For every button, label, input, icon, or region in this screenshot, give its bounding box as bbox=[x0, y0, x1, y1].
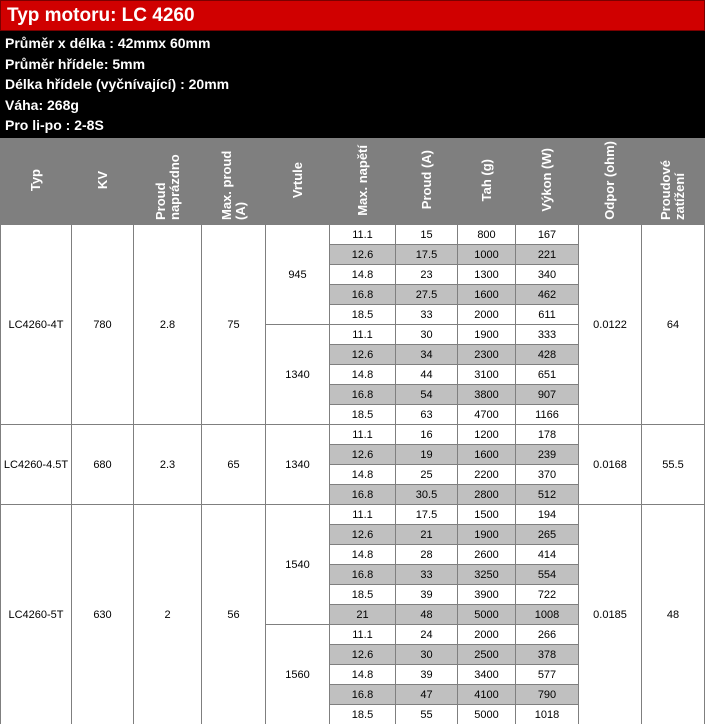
voltage-cell: 11.1 bbox=[330, 625, 396, 645]
motor-title: Typ motoru: LC 4260 bbox=[0, 0, 705, 31]
spec-dimensions: Průměr x délka : 42mmx 60mm bbox=[5, 35, 211, 51]
current-cell: 33 bbox=[396, 565, 458, 585]
power-cell: 1008 bbox=[516, 605, 579, 625]
header-kv: KV bbox=[72, 139, 134, 225]
power-cell: 266 bbox=[516, 625, 579, 645]
current-cell: 19 bbox=[396, 445, 458, 465]
header-max-voltage: Max. napětí bbox=[330, 139, 396, 225]
power-cell: 378 bbox=[516, 645, 579, 665]
header-idle-current: Proud naprázdno bbox=[134, 139, 202, 225]
power-cell: 554 bbox=[516, 565, 579, 585]
voltage-cell: 12.6 bbox=[330, 345, 396, 365]
voltage-cell: 18.5 bbox=[330, 305, 396, 325]
power-cell: 370 bbox=[516, 465, 579, 485]
current-cell: 30 bbox=[396, 325, 458, 345]
voltage-cell: 14.8 bbox=[330, 265, 396, 285]
voltage-cell: 12.6 bbox=[330, 245, 396, 265]
table-row bbox=[1, 425, 705, 445]
voltage-cell: 11.1 bbox=[330, 325, 396, 345]
power-cell: 167 bbox=[516, 225, 579, 245]
thrust-cell: 1600 bbox=[458, 285, 516, 305]
max-current-cell: 75 bbox=[202, 225, 266, 425]
current-cell: 63 bbox=[396, 405, 458, 425]
spec-weight: Váha: 268g bbox=[5, 96, 79, 113]
voltage-cell: 18.5 bbox=[330, 705, 396, 724]
thrust-cell: 1900 bbox=[458, 525, 516, 545]
kv-cell: 780 bbox=[72, 225, 134, 425]
current-cell: 30 bbox=[396, 645, 458, 665]
current-cell: 33 bbox=[396, 305, 458, 325]
current-cell: 16 bbox=[396, 425, 458, 445]
thrust-cell: 2600 bbox=[458, 545, 516, 565]
thrust-cell: 4100 bbox=[458, 685, 516, 705]
voltage-cell: 14.8 bbox=[330, 365, 396, 385]
voltage-cell: 16.8 bbox=[330, 485, 396, 505]
current-cell: 30.5 bbox=[396, 485, 458, 505]
motor-data-table bbox=[0, 138, 705, 724]
thrust-cell: 4700 bbox=[458, 405, 516, 425]
thrust-cell: 800 bbox=[458, 225, 516, 245]
voltage-cell: 11.1 bbox=[330, 425, 396, 445]
power-cell: 221 bbox=[516, 245, 579, 265]
propeller-cell: 945 bbox=[266, 225, 330, 325]
current-cell: 39 bbox=[396, 585, 458, 605]
current-cell: 27.5 bbox=[396, 285, 458, 305]
load-cell: 55.5 bbox=[642, 425, 705, 505]
thrust-cell: 2800 bbox=[458, 485, 516, 505]
power-cell: 907 bbox=[516, 385, 579, 405]
voltage-cell: 12.6 bbox=[330, 645, 396, 665]
current-cell: 15 bbox=[396, 225, 458, 245]
resistance-cell: 0.0168 bbox=[579, 425, 642, 505]
voltage-cell: 16.8 bbox=[330, 685, 396, 705]
motor-type-cell: LC4260-4.5T bbox=[1, 425, 72, 505]
voltage-cell: 12.6 bbox=[330, 445, 396, 465]
power-cell: 414 bbox=[516, 545, 579, 565]
power-cell: 428 bbox=[516, 345, 579, 365]
thrust-cell: 1200 bbox=[458, 425, 516, 445]
current-cell: 44 bbox=[396, 365, 458, 385]
table-header-row bbox=[1, 139, 705, 225]
current-cell: 21 bbox=[396, 525, 458, 545]
thrust-cell: 5000 bbox=[458, 705, 516, 724]
power-cell: 265 bbox=[516, 525, 579, 545]
voltage-cell: 11.1 bbox=[330, 505, 396, 525]
thrust-cell: 1300 bbox=[458, 265, 516, 285]
current-cell: 48 bbox=[396, 605, 458, 625]
spec-shaft-length: Délka hřídele (vyčnívající) : 20mm bbox=[5, 76, 230, 93]
thrust-cell: 1000 bbox=[458, 245, 516, 265]
voltage-cell: 21 bbox=[330, 605, 396, 625]
voltage-cell: 18.5 bbox=[330, 585, 396, 605]
current-cell: 55 bbox=[396, 705, 458, 724]
power-cell: 611 bbox=[516, 305, 579, 325]
propeller-cell: 1340 bbox=[266, 325, 330, 425]
voltage-cell: 12.6 bbox=[330, 525, 396, 545]
current-cell: 34 bbox=[396, 345, 458, 365]
thrust-cell: 3400 bbox=[458, 665, 516, 685]
header-max-current: Max. proud (A) bbox=[202, 139, 266, 225]
voltage-cell: 14.8 bbox=[330, 545, 396, 565]
voltage-cell: 18.5 bbox=[330, 405, 396, 425]
current-cell: 47 bbox=[396, 685, 458, 705]
thrust-cell: 3800 bbox=[458, 385, 516, 405]
load-cell: 64 bbox=[642, 225, 705, 425]
header-power: Výkon (W) bbox=[516, 139, 579, 225]
power-cell: 651 bbox=[516, 365, 579, 385]
thrust-cell: 5000 bbox=[458, 605, 516, 625]
power-cell: 1166 bbox=[516, 405, 579, 425]
thrust-cell: 2500 bbox=[458, 645, 516, 665]
thrust-cell: 3250 bbox=[458, 565, 516, 585]
power-cell: 239 bbox=[516, 445, 579, 465]
header-typ: Typ bbox=[1, 139, 72, 225]
current-cell: 24 bbox=[396, 625, 458, 645]
table-row bbox=[1, 505, 705, 525]
thrust-cell: 2000 bbox=[458, 625, 516, 645]
voltage-cell: 16.8 bbox=[330, 565, 396, 585]
voltage-cell: 16.8 bbox=[330, 385, 396, 405]
motor-type-cell: LC4260-4T bbox=[1, 225, 72, 425]
power-cell: 512 bbox=[516, 485, 579, 505]
header-resistance: Odpor (ohm) bbox=[579, 139, 642, 225]
power-cell: 462 bbox=[516, 285, 579, 305]
resistance-cell: 0.0122 bbox=[579, 225, 642, 425]
current-cell: 54 bbox=[396, 385, 458, 405]
power-cell: 722 bbox=[516, 585, 579, 605]
motor-type-cell: LC4260-5T bbox=[1, 505, 72, 724]
current-cell: 17.5 bbox=[396, 505, 458, 525]
power-cell: 340 bbox=[516, 265, 579, 285]
power-cell: 333 bbox=[516, 325, 579, 345]
current-cell: 39 bbox=[396, 665, 458, 685]
thrust-cell: 1900 bbox=[458, 325, 516, 345]
current-cell: 25 bbox=[396, 465, 458, 485]
thrust-cell: 2000 bbox=[458, 305, 516, 325]
power-cell: 1018 bbox=[516, 705, 579, 724]
header-thrust: Tah (g) bbox=[458, 139, 516, 225]
resistance-cell: 0.0185 bbox=[579, 505, 642, 724]
power-cell: 178 bbox=[516, 425, 579, 445]
thrust-cell: 3100 bbox=[458, 365, 516, 385]
spec-shaft-diameter: Průměr hřídele: 5mm bbox=[5, 55, 146, 72]
propeller-cell: 1340 bbox=[266, 425, 330, 505]
idle-current-cell: 2.3 bbox=[134, 425, 202, 505]
current-cell: 28 bbox=[396, 545, 458, 565]
current-cell: 17.5 bbox=[396, 245, 458, 265]
spec-block bbox=[0, 31, 705, 138]
propeller-cell: 1540 bbox=[266, 505, 330, 625]
header-propeller: Vrtule bbox=[266, 139, 330, 225]
kv-cell: 680 bbox=[72, 425, 134, 505]
power-cell: 194 bbox=[516, 505, 579, 525]
header-load: Proudové zatížení bbox=[642, 139, 705, 225]
idle-current-cell: 2 bbox=[134, 505, 202, 724]
header-current: Proud (A) bbox=[396, 139, 458, 225]
load-cell: 48 bbox=[642, 505, 705, 724]
voltage-cell: 14.8 bbox=[330, 665, 396, 685]
max-current-cell: 65 bbox=[202, 425, 266, 505]
thrust-cell: 2300 bbox=[458, 345, 516, 365]
spec-lipo: Pro li-po : 2-8S bbox=[5, 117, 104, 134]
thrust-cell: 1500 bbox=[458, 505, 516, 525]
max-current-cell: 56 bbox=[202, 505, 266, 724]
power-cell: 790 bbox=[516, 685, 579, 705]
voltage-cell: 11.1 bbox=[330, 225, 396, 245]
idle-current-cell: 2.8 bbox=[134, 225, 202, 425]
thrust-cell: 1600 bbox=[458, 445, 516, 465]
voltage-cell: 14.8 bbox=[330, 465, 396, 485]
kv-cell: 630 bbox=[72, 505, 134, 724]
voltage-cell: 16.8 bbox=[330, 285, 396, 305]
current-cell: 23 bbox=[396, 265, 458, 285]
thrust-cell: 2200 bbox=[458, 465, 516, 485]
power-cell: 577 bbox=[516, 665, 579, 685]
table-row bbox=[1, 225, 705, 245]
propeller-cell: 1560 bbox=[266, 625, 330, 724]
thrust-cell: 3900 bbox=[458, 585, 516, 605]
